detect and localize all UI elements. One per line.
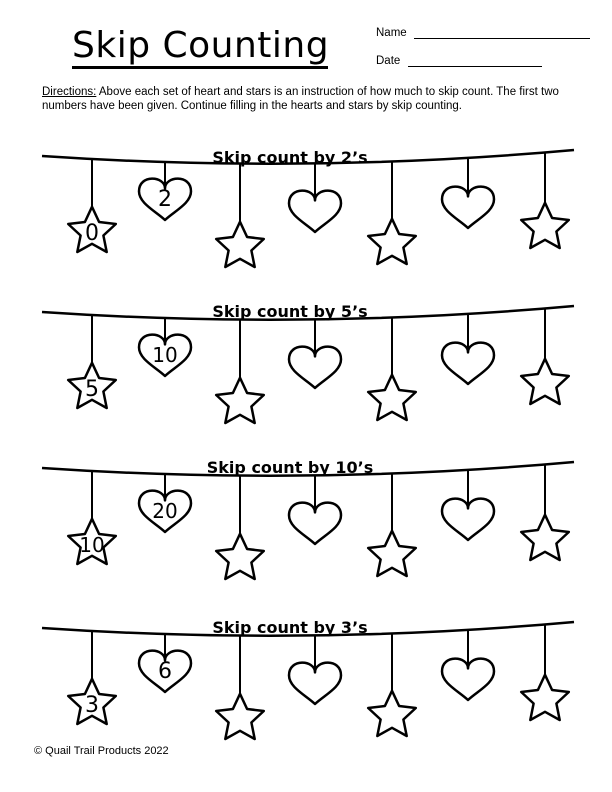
directions xyxy=(42,85,578,113)
star-icon[interactable] xyxy=(521,675,569,720)
date-field xyxy=(376,54,542,67)
given-number: 10 xyxy=(152,343,178,367)
row-title: Skip count by 3’s xyxy=(212,618,368,637)
date-label: Date xyxy=(376,55,401,67)
heart-icon[interactable] xyxy=(289,663,341,704)
banner-graphic xyxy=(0,296,612,446)
given-number: 6 xyxy=(158,659,172,684)
star-icon[interactable] xyxy=(368,219,416,264)
given-number: 5 xyxy=(85,377,99,402)
given-number: 3 xyxy=(85,693,99,718)
banner-row-2 xyxy=(0,296,612,446)
date-line[interactable] xyxy=(408,54,542,67)
star-icon[interactable] xyxy=(368,691,416,736)
given-number: 0 xyxy=(85,221,99,246)
name-line[interactable] xyxy=(414,26,590,39)
star-icon[interactable] xyxy=(368,531,416,576)
banner-row-1 xyxy=(0,140,612,290)
name-label: Name xyxy=(376,27,407,39)
copyright: © Quail Trail Products 2022 xyxy=(34,745,169,757)
heart-icon[interactable] xyxy=(289,503,341,544)
banner-string xyxy=(42,306,574,320)
banner-graphic xyxy=(0,140,612,290)
banner-row-4 xyxy=(0,612,612,762)
banner-row-3 xyxy=(0,452,612,602)
worksheet-title: Skip Counting xyxy=(72,25,330,66)
directions-text: Above each set of heart and stars is an instruction of how much to skip count. The first two numbers have been given. Continue filling in the hearts and stars by skip counting. xyxy=(42,86,559,112)
name-field xyxy=(376,26,590,39)
heart-icon[interactable] xyxy=(442,187,494,228)
row-title: Skip count by 10’s xyxy=(206,458,374,477)
star-icon[interactable] xyxy=(521,515,569,560)
given-number: 20 xyxy=(152,499,178,523)
banner-graphic xyxy=(0,612,612,762)
given-number: 2 xyxy=(158,187,172,212)
directions-label: Directions: xyxy=(42,86,97,98)
banner-string xyxy=(42,462,574,476)
heart-icon[interactable] xyxy=(442,343,494,384)
given-number: 10 xyxy=(79,533,105,557)
star-icon[interactable] xyxy=(521,203,569,248)
heart-icon[interactable] xyxy=(289,191,341,232)
star-icon[interactable] xyxy=(216,222,264,267)
banner-string xyxy=(42,150,574,164)
heart-icon[interactable] xyxy=(442,659,494,700)
heart-icon[interactable] xyxy=(442,499,494,540)
star-icon[interactable] xyxy=(216,694,264,739)
row-title: Skip count by 2’s xyxy=(212,148,368,167)
row-title: Skip count by 5’s xyxy=(212,302,368,321)
star-icon[interactable] xyxy=(368,375,416,420)
heart-icon[interactable] xyxy=(289,347,341,388)
banner-string xyxy=(42,622,574,636)
title-underline xyxy=(72,66,328,69)
star-icon[interactable] xyxy=(521,359,569,404)
star-icon[interactable] xyxy=(216,534,264,579)
star-icon[interactable] xyxy=(216,378,264,423)
banner-graphic xyxy=(0,452,612,602)
